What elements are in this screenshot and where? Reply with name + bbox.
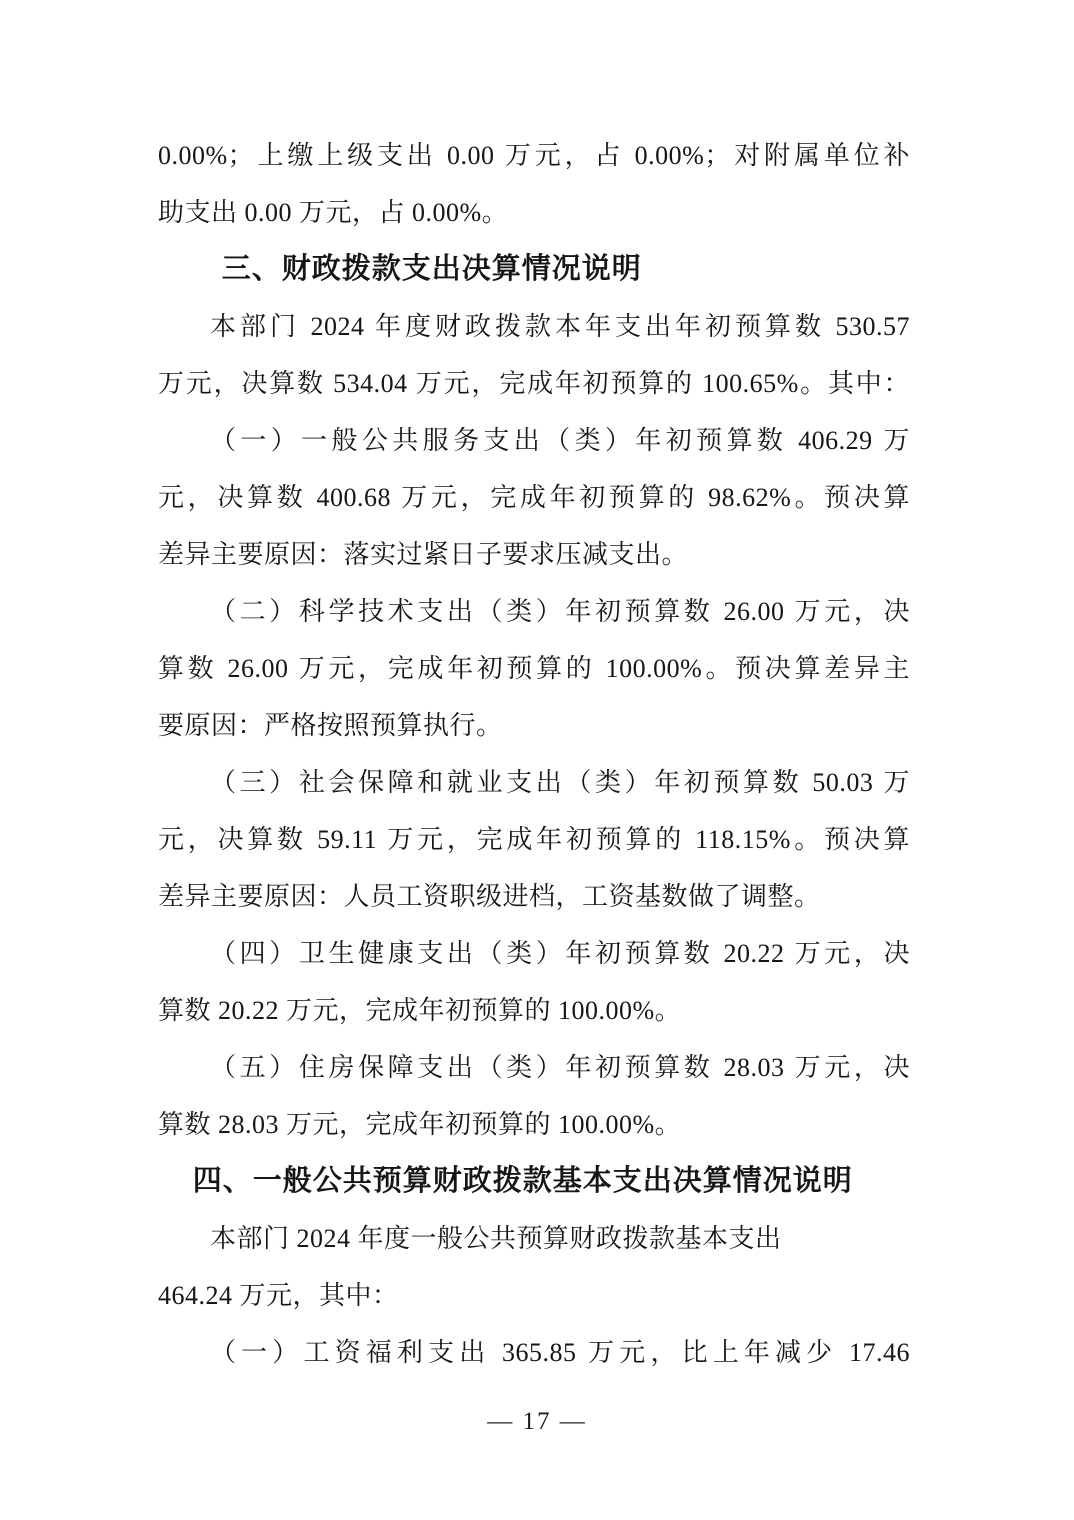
document-line: 万元，决算数 534.04 万元，完成年初预算的 100.65%。其中： [158,369,910,398]
document-line: 差异主要原因：落实过紧日子要求压减支出。 [158,540,689,569]
document-line: （一）工资福利支出 365.85 万元，比上年减少 17.46 [210,1338,910,1367]
document-line: 助支出 0.00 万元，占 0.00%。 [158,198,509,227]
section-heading: 四、一般公共预算财政拨款基本支出决算情况说明 [192,1165,853,1197]
document-line: 元，决算数 400.68 万元，完成年初预算的 98.62%。预决算 [158,483,910,512]
document-line: （四）卫生健康支出（类）年初预算数 20.22 万元，决 [210,939,910,968]
section-heading: 三、财政拨款支出决算情况说明 [221,253,642,285]
document-line: 464.24 万元，其中： [158,1281,399,1310]
page-number: — 17 — [487,1408,587,1435]
document-line: （一）一般公共服务支出（类）年初预算数 406.29 万 [210,426,910,455]
document-text-block [158,127,910,1381]
document-line: （三）社会保障和就业支出（类）年初预算数 50.03 万 [210,768,910,797]
document-line: 要原因：严格按照预算执行。 [158,711,503,740]
document-line: 算数 26.00 万元，完成年初预算的 100.00%。预决算差异主 [158,654,910,683]
document-line: 算数 28.03 万元，完成年初预算的 100.00%。 [158,1110,682,1139]
document-line: 0.00%；上缴上级支出 0.00 万元，占 0.00%；对附属单位补 [158,141,910,170]
document-line: 算数 20.22 万元，完成年初预算的 100.00%。 [158,996,682,1025]
document-line: （二）科学技术支出（类）年初预算数 26.00 万元，决 [210,597,910,626]
document-line: 差异主要原因：人员工资职级进档，工资基数做了调整。 [158,882,821,911]
document-line: 元，决算数 59.11 万元，完成年初预算的 118.15%。预决算 [158,825,910,854]
document-line: 本部门 2024 年度财政拨款本年支出年初预算数 530.57 [210,312,910,341]
document-line: 本部门 2024 年度一般公共预算财政拨款基本支出 [210,1224,782,1253]
document-line: （五）住房保障支出（类）年初预算数 28.03 万元，决 [210,1053,910,1082]
